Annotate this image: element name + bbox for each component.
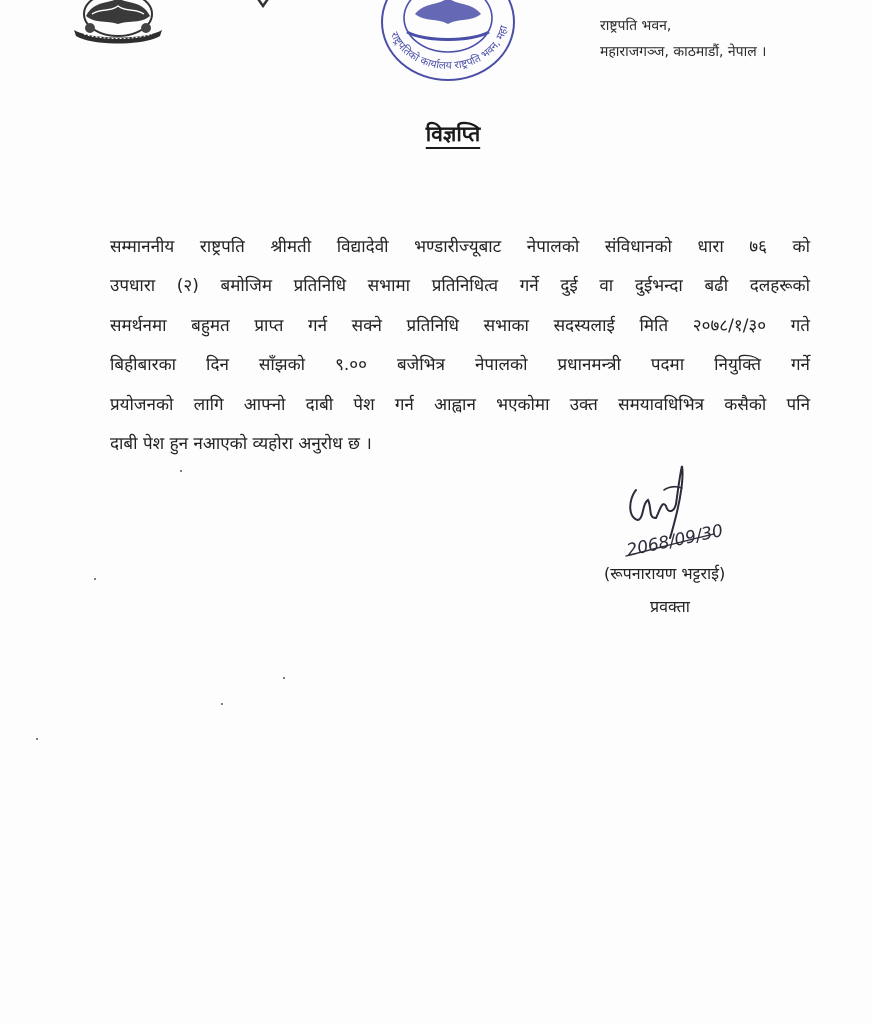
signatory-designation: प्रवक्ता [650,597,690,616]
body-line: प्रयोजनको लागि आफ्नो दाबी पेश गर्न आह्वान भएकोमा उक्त समयावधिभित्र कसैको पनि [110,394,810,415]
handwritten-signature [618,460,768,564]
address-block [600,13,766,65]
body-line: समर्थनमा बहुमत प्राप्त गर्न सक्ने प्रतिनिधि सभाका सदस्यलाई मिति २०७८/१/३० गते [110,315,810,336]
body-line: उपधारा (२) बमोजिम प्रतिनिधि सभामा प्रतिनिधित्व गर्ने दुई वा दुईभन्दा बढी दलहरूको [110,276,810,297]
notice-title-row [0,120,872,148]
body-line: दाबी पेश हुन नआएको व्यहोरा अनुरोध छ । [110,434,372,455]
body-line: सम्माननीय राष्ट्रपति श्रीमती विद्यादेवी भण्डारीज्यूबाट नेपालको संविधानको धारा ७६ को [110,237,810,257]
address-line-2: महाराजगञ्ज, काठमाडौं, नेपाल । [600,44,767,60]
office-stamp [375,0,521,88]
body-line: बिहीबारका दिन साँझको ९.०० बजेभित्र नेपालको प्रधानमन्त्री पदमा नियुक्ति गर्ने [110,355,810,376]
scan-speck [283,677,285,679]
stamp-text: राष्ट्रपतिको कार्यालय राष्ट्रपति भवन, महा [387,24,511,72]
handwritten-date: 2068/09/30 [624,520,725,561]
signatory-name: (रूपनारायण भट्टराई) [604,564,726,583]
notice-body [110,228,810,464]
top-mark-icon [252,0,274,10]
notice-title: विज्ञप्ति [425,122,481,146]
scan-speck [36,738,38,740]
scan-speck [221,703,223,705]
scan-speck [94,578,96,580]
nepal-emblem-logo [70,0,166,46]
scan-speck [180,470,182,472]
address-line-1: राष्ट्रपति भवन, [600,18,672,34]
